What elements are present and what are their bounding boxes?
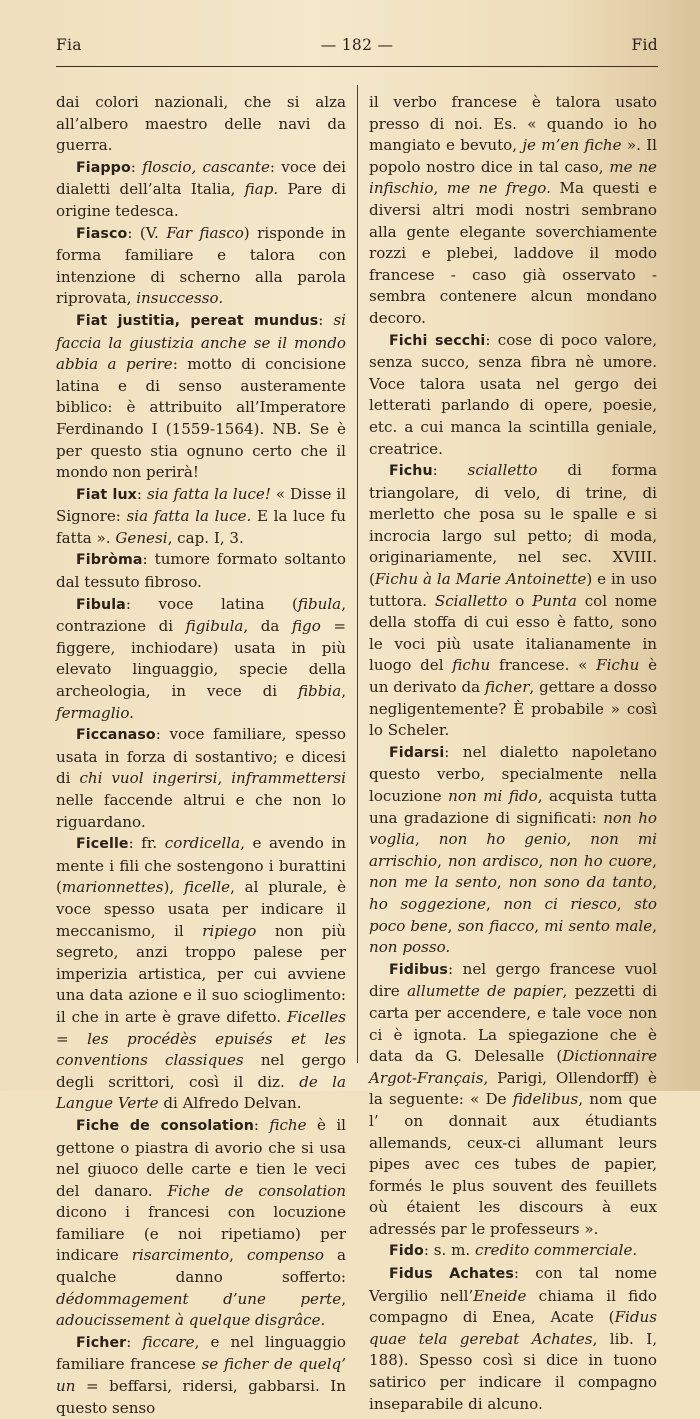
entry-headword: Fiappo bbox=[76, 159, 131, 176]
italic-text: non ardisco bbox=[447, 851, 539, 870]
entry-text: dicono i francesi con locuzione familiare (e noi ripetiamo) per indicare bbox=[56, 1203, 346, 1265]
right-column bbox=[369, 92, 657, 1415]
entry-text: , bbox=[414, 830, 439, 849]
italic-text: non mi arrischio bbox=[369, 830, 657, 870]
entry-text: , al plurale, è voce spesso usata per indicare il meccanismo, il bbox=[56, 878, 347, 940]
italic-text: Genesi bbox=[115, 528, 168, 547]
left-column bbox=[56, 92, 346, 1419]
italic-text: insuccesso. bbox=[136, 289, 224, 308]
page-number: — 182 — bbox=[320, 36, 394, 54]
italic-text: ripiego bbox=[202, 921, 257, 940]
entry-headword: Fiasco bbox=[76, 225, 128, 242]
italic-text: Scialletto bbox=[434, 591, 508, 610]
entry-text: : nel dialetto napoletano questo verbo, specialmente nella locuzione bbox=[369, 742, 657, 805]
entry-text: col nome della stoffa di cui esso è fatto, sono le voci più usate italianamente in luogo del bbox=[369, 591, 657, 675]
entry-text: , bbox=[566, 830, 591, 849]
italic-text: fiche bbox=[269, 1115, 307, 1134]
italic-text: figo bbox=[291, 617, 321, 636]
italic-text: fichu bbox=[452, 656, 491, 675]
entry-text: = beffarsi, ridersi, gabbarsi. In questo senso bbox=[56, 1377, 346, 1417]
italic-text: ficher bbox=[485, 678, 530, 697]
entry-text: , bbox=[229, 1246, 247, 1265]
italic-text: dédommagement d’une perte bbox=[56, 1289, 342, 1308]
italic-text: floscio, cascante bbox=[142, 157, 270, 176]
italic-text: scialletto bbox=[467, 461, 538, 480]
italic-text: Ficelles = les procédès epuisés et les conventions classiques bbox=[56, 1007, 346, 1070]
entry-text: : voce familiare, spesso usata in forza di sostantivo; e dicesi di bbox=[56, 725, 346, 788]
italic-text: sia fatta la luce! bbox=[146, 484, 271, 503]
entry-text: ), bbox=[163, 878, 185, 897]
italic-text: Eneide bbox=[473, 1286, 527, 1305]
dictionary-entry bbox=[56, 157, 346, 223]
entry-text: , Parigi, Ollendorff) è la seguente: « De bbox=[369, 1068, 657, 1109]
entry-text: è il gettone o piastra di avorio che si usa nel giuoco delle carte e tien le veci del danaro. bbox=[56, 1115, 346, 1200]
italic-text: compenso bbox=[246, 1246, 324, 1265]
entry-headword: Fibula bbox=[76, 596, 126, 613]
entry-headword: Ficcanaso bbox=[76, 727, 156, 744]
italic-text: credito commerciale. bbox=[475, 1241, 638, 1260]
header-rule bbox=[56, 66, 658, 67]
italic-text: Dictionnaire Argot-Français bbox=[369, 1047, 657, 1087]
italic-text: non ho genio bbox=[438, 830, 567, 849]
italic-text: Fiche de consolation bbox=[167, 1181, 346, 1200]
italic-text: fibbia bbox=[297, 682, 342, 701]
dictionary-entry bbox=[369, 959, 657, 1241]
entry-continuation bbox=[369, 92, 657, 330]
dictionary-entry bbox=[56, 1115, 346, 1332]
entry-text: è un derivato da bbox=[369, 656, 658, 697]
italic-text: de la Langue Verte bbox=[56, 1072, 346, 1113]
entry-text: , acquista tutta una gradazione di significati: bbox=[369, 787, 657, 827]
entry-text: : (V. bbox=[127, 223, 167, 242]
italic-text: non ho voglia bbox=[369, 808, 658, 849]
italic-text: ficelle bbox=[184, 878, 231, 897]
entry-text: , bbox=[538, 851, 550, 870]
entry-text: , pezzetti di carta per accendere, e tale voce non ci è ignota. La spiegazione che è data da G. Delesalle ( bbox=[369, 982, 658, 1066]
entry-text: ) e in uso tuttora. bbox=[369, 570, 657, 610]
italic-text: figibula bbox=[185, 617, 244, 636]
italic-text: mi sento male bbox=[544, 916, 653, 935]
italic-text: sia fatta la luce. bbox=[126, 507, 252, 526]
entry-text: « Disse il Signore: bbox=[56, 484, 347, 526]
entry-text: dai colori nazionali, che si alza all’albero maestro delle navi da guerra. bbox=[56, 93, 346, 155]
entry-headword: Fiat lux bbox=[76, 486, 137, 503]
entry-headword: Ficher bbox=[76, 1334, 127, 1351]
header-guide-word-right: Fid bbox=[631, 36, 658, 54]
entry-text: , bbox=[341, 1289, 346, 1308]
italic-text: fiap. bbox=[244, 180, 279, 199]
italic-text: ficcare bbox=[142, 1332, 195, 1351]
dictionary-entry bbox=[56, 223, 346, 310]
dictionary-entry bbox=[56, 724, 346, 833]
entry-text: , bbox=[652, 851, 657, 870]
entry-text: = figgere, inchiodare) usata in più elevato linguaggio, specie della archeologia, in vece di bbox=[56, 617, 346, 701]
dictionary-entry bbox=[56, 310, 346, 484]
entry-headword: Fiche de consolation bbox=[76, 1117, 254, 1134]
entry-text: Pare di origine tedesca. bbox=[56, 180, 346, 220]
entry-text: : motto di concisione latina e di senso austeramente biblico: è attribuito all’Imperatore Ferdinando I (1559-1564). NB. Se è per questo stia ognuno certo che il mondo non perirà! bbox=[56, 355, 347, 482]
page-header bbox=[56, 36, 658, 60]
entry-text: , bbox=[616, 894, 635, 913]
italic-text: fidelibus bbox=[512, 1090, 579, 1109]
italic-text: non me la sento bbox=[369, 873, 497, 892]
italic-text: non ci riesco bbox=[503, 894, 617, 913]
italic-text: marionnettes bbox=[61, 878, 164, 897]
entry-text: , bbox=[652, 873, 657, 892]
dictionary-entry bbox=[56, 484, 346, 550]
entry-text: , bbox=[534, 916, 545, 935]
italic-text: Far fiasco bbox=[166, 223, 244, 242]
italic-text: non posso. bbox=[369, 938, 451, 957]
italic-text: Punta bbox=[532, 591, 577, 610]
italic-text: Fidus quae tela gerebat Achates bbox=[369, 1308, 657, 1348]
entry-text: : bbox=[136, 484, 147, 503]
entry-text: E la luce fu fatta ». bbox=[56, 507, 347, 547]
entry-headword: Fido bbox=[389, 1243, 424, 1260]
italic-text: fibula bbox=[297, 594, 342, 613]
italic-text: me ne frego. bbox=[446, 179, 551, 198]
dictionary-entry bbox=[56, 549, 346, 593]
entry-text: : con tal nome Vergilio nell’ bbox=[369, 1264, 657, 1305]
dictionary-entry bbox=[56, 833, 346, 1115]
header-guide-word-left: Fia bbox=[56, 36, 82, 54]
entry-text: , bbox=[447, 916, 458, 935]
entry-text: il verbo francese è talora usato presso di noi. Es. « quando io ho mangiato e bevuto, bbox=[369, 93, 657, 155]
entry-text: : bbox=[253, 1115, 270, 1134]
entry-text: , bbox=[437, 851, 448, 870]
entry-text: ». Il popolo nostro dice in tal caso, bbox=[369, 136, 658, 176]
italic-text: non mi fido bbox=[448, 787, 538, 805]
italic-text: Fichu à la Marie Antoinette bbox=[374, 570, 587, 589]
entry-text: , contrazione di bbox=[56, 594, 346, 636]
dictionary-entry bbox=[369, 460, 657, 742]
entry-text: : cose di poco valore, senza succo, senza fibra nè umore. Voce talora usata nel gergo dei letterati parlando di opere, poesie, etc. a cui manca la scintilla geniale, creatrice. bbox=[369, 330, 657, 458]
italic-text: risarcimento bbox=[131, 1246, 230, 1265]
entry-text: a qualche danno sofferto: bbox=[56, 1246, 346, 1287]
entry-text: chiama il fido compagno di Enea, Acate ( bbox=[369, 1286, 657, 1327]
entry-text: , bbox=[433, 179, 447, 198]
entry-headword: Fichu bbox=[389, 463, 433, 480]
italic-text: son fiacco bbox=[457, 916, 535, 935]
dictionary-entry bbox=[369, 742, 657, 959]
italic-text: chi vuol ingerirsi bbox=[79, 769, 218, 788]
entry-continuation bbox=[56, 92, 346, 157]
entry-text: : bbox=[130, 157, 143, 176]
dictionary-entry bbox=[369, 330, 657, 461]
italic-text: non ho cuore bbox=[549, 851, 653, 870]
entry-text: , bbox=[341, 682, 346, 701]
entry-text: ) risponde in forma familiare e talora con intenzione di scherno alla parola riprovata, bbox=[56, 223, 347, 308]
italic-text: adoucissement à quelque disgrâce. bbox=[56, 1311, 326, 1330]
entry-text: nelle faccende altrui e che non lo riguardano. bbox=[56, 791, 346, 831]
italic-text: cordicella bbox=[164, 834, 241, 853]
entry-text: o bbox=[507, 591, 533, 610]
italic-text: si faccia la giustizia anche se il mondo abbia a perire bbox=[56, 310, 346, 374]
entry-headword: Fichi secchi bbox=[389, 332, 486, 349]
entry-headword: Fibròma bbox=[76, 552, 143, 569]
italic-text: non sono da tanto bbox=[508, 873, 653, 892]
entry-headword: Fidibus bbox=[389, 961, 448, 978]
entry-headword: Ficelle bbox=[76, 836, 129, 853]
italic-text: sto poco bene bbox=[369, 894, 657, 935]
entry-text: , bbox=[652, 916, 657, 935]
italic-text: allumette de papier bbox=[407, 982, 563, 1001]
entry-text: , da bbox=[243, 617, 292, 636]
entry-text: di Alfredo Delvan. bbox=[158, 1094, 302, 1113]
entry-headword: Fiat justitia, pereat mundus bbox=[76, 312, 319, 329]
dictionary-entry bbox=[56, 1332, 346, 1419]
entry-text: : tumore formato soltanto dal tessuto fibroso. bbox=[56, 550, 346, 592]
entry-text: , bbox=[496, 873, 509, 892]
entry-text: , gettare a dosso negligentemente? È probabile » così lo Scheler. bbox=[369, 678, 657, 740]
entry-text: : bbox=[126, 1332, 143, 1351]
column-divider bbox=[357, 85, 358, 1063]
entry-text: non più segreto, anzi troppo palese per imperizia artistica, per cui avviene una data azione e il suo scioglimento: il che in arte è grave difetto. bbox=[56, 921, 346, 1026]
dictionary-entry bbox=[369, 1263, 657, 1415]
entry-text: , lib. I, 188). Spesso così si dice in tuono satirico per indicare il compagno inseparabile di alcuno. bbox=[369, 1329, 657, 1413]
entry-text: : s. m. bbox=[423, 1241, 475, 1260]
entry-text: , e avendo in mente i fili che sostengono i burattini ( bbox=[56, 834, 346, 897]
entry-text: : voce dei dialetti dell’alta Italia, bbox=[56, 157, 347, 199]
entry-text: nel gergo degli scrittori, così il diz. bbox=[56, 1051, 346, 1091]
italic-text: je m’en fiche bbox=[522, 136, 622, 155]
entry-text: Ma questi e diversi altri modi nostri sembrano alla gente elegante soverchiamente rozzi e plebei, laddove il modo francese - caso già osservato - sembra contenere alcun mondano decoro. bbox=[369, 179, 657, 327]
italic-text: inframmettersi bbox=[231, 769, 346, 788]
italic-text: se ficher de quelq’ un bbox=[56, 1355, 346, 1396]
entry-text: : voce latina ( bbox=[125, 594, 298, 613]
entry-text: , cap. I, 3. bbox=[167, 528, 244, 547]
entry-text: : bbox=[432, 461, 468, 480]
entry-text: , bbox=[217, 769, 232, 788]
dictionary-entry bbox=[56, 594, 346, 725]
italic-text: ho soggezione bbox=[369, 894, 487, 913]
entry-text: di forma triangolare, di velo, di trine, di merletto che posa su le spalle e si incrocia largo sul petto; di moda, originariamente, nel sec. XVIII. ( bbox=[369, 461, 657, 589]
entry-text: , e nel linguaggio familiare francese bbox=[56, 1332, 346, 1374]
italic-text: fermaglio. bbox=[56, 703, 134, 722]
dictionary-entry bbox=[369, 1240, 657, 1263]
entry-text: : bbox=[318, 310, 334, 329]
italic-text: Fichu bbox=[596, 656, 640, 675]
entry-text: : nel gergo francese vuol dire bbox=[369, 959, 657, 1001]
entry-text: francese. « bbox=[490, 656, 597, 675]
italic-text: me ne infischio bbox=[369, 157, 657, 198]
entry-text: , bbox=[486, 894, 504, 913]
entry-headword: Fidus Achates bbox=[389, 1266, 514, 1283]
entry-text: : fr. bbox=[128, 834, 165, 853]
entry-text: , nom que l’ on donnait aux étudiants allemands, ceux-ci allumant leurs pipes avec ces tubes de papier, formés le plus souvent des feuillets où étaient les discours à eux adressés par le professeurs ». bbox=[369, 1090, 657, 1238]
entry-headword: Fidarsi bbox=[389, 744, 445, 761]
